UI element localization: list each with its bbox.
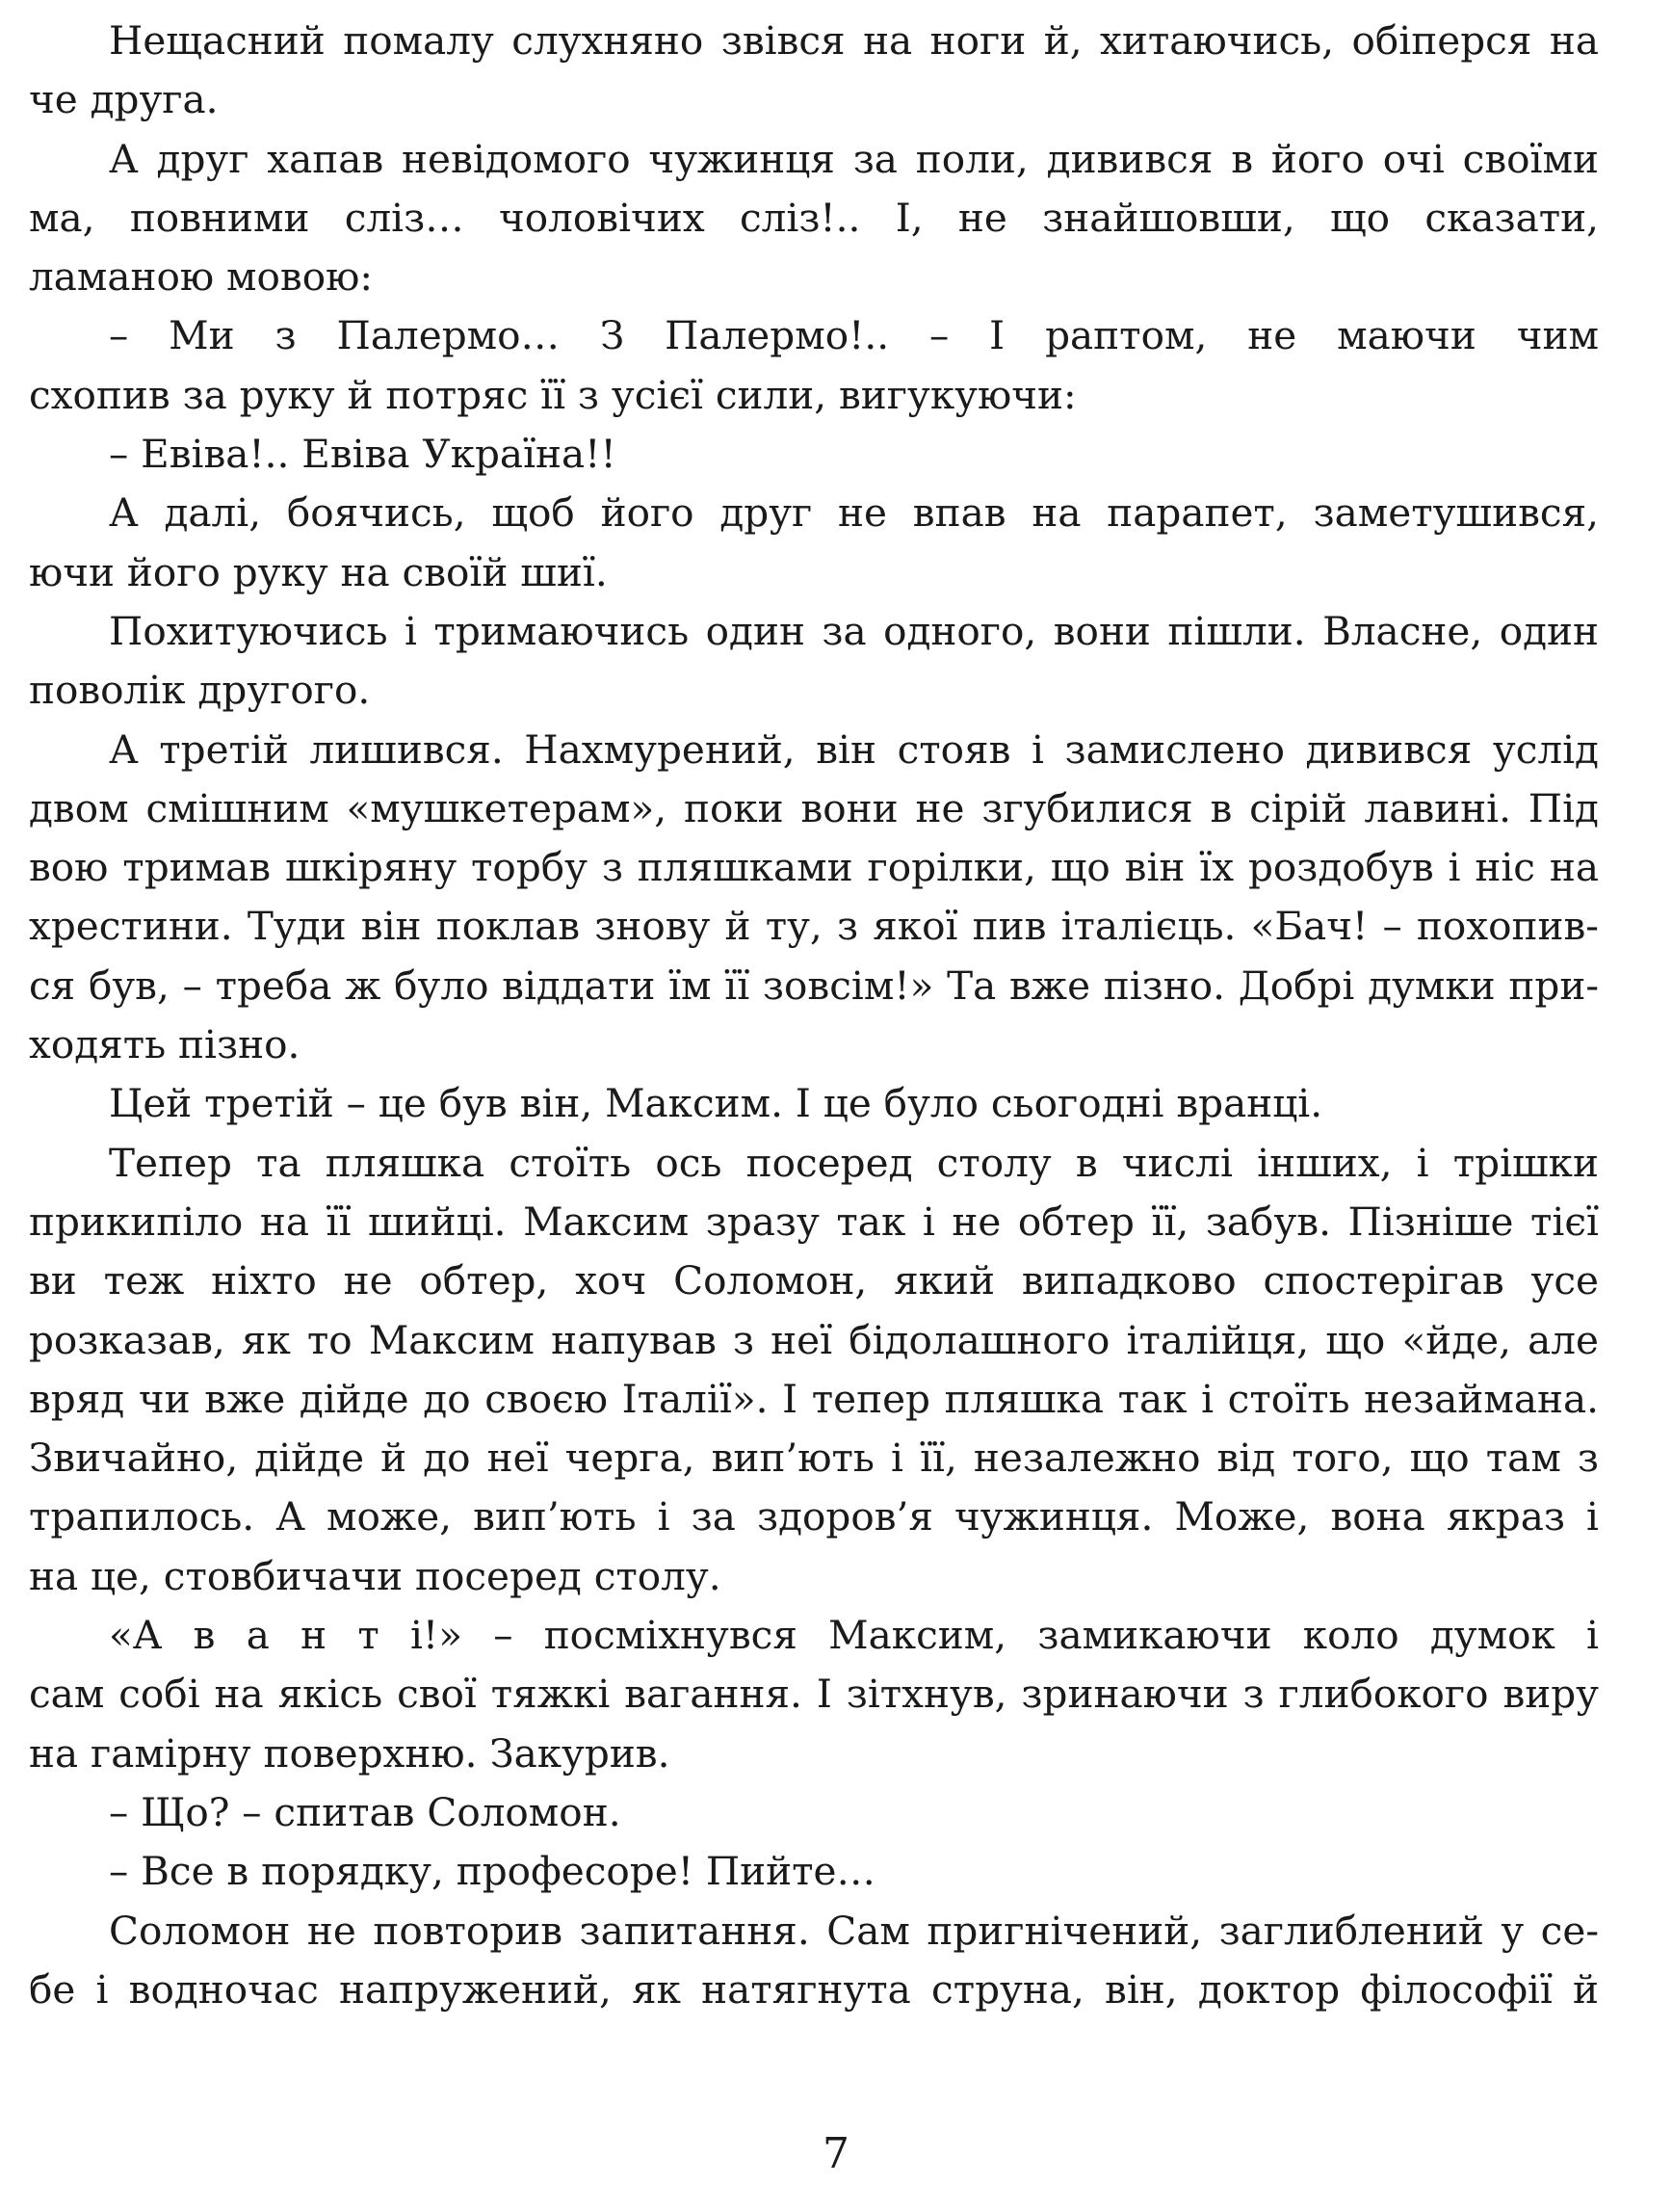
text-line: «А в а н т і!» – посміхнувся Максим, замикаючи коло думок і xyxy=(109,1612,1599,1659)
text-line: на це, стовбичачи посеред столу. xyxy=(29,1552,721,1599)
text-line: поволік другого. xyxy=(29,667,371,714)
text-line: Тепер та пляшка стоїть ось посеред столу в числі інших, і трішки xyxy=(109,1139,1599,1186)
text-line: ви теж ніхто не обтер, хоч Соломон, який випадково спостерігав усе xyxy=(29,1257,1599,1304)
text-line: – Все в порядку, професоре! Пийте… xyxy=(109,1848,876,1895)
text-line: вряд чи вже дійде до своєю Італії». І тепер пляшка так і стоїть незаймана. xyxy=(29,1375,1599,1422)
text-line: бе і водночас напружений, як натягнута струна, він, доктор філософії й xyxy=(29,1965,1599,2013)
text-line: трапилось. А може, вип’ють і за здоров’я чужинця. Може, вона якраз і xyxy=(29,1493,1599,1540)
text-line: прикипіло на її шийці. Максим зразу так і не обтер її, забув. Пізніше тієї xyxy=(29,1198,1599,1245)
text-line: Цей третій – це був він, Максим. І це було сьогодні вранці. xyxy=(109,1080,1323,1127)
text-line: че друга. xyxy=(29,76,219,123)
page-number: 7 xyxy=(823,2129,849,2178)
text-line: Соломон не повторив запитання. Сам пригнічений, заглиблений у се- xyxy=(109,1907,1599,1954)
text-line: – Ми з Палермо… З Палермо!.. – І раптом, не маючи чим xyxy=(109,312,1599,359)
text-line: Звичайно, дійде й до неї черга, вип’ють і її, незалежно від того, що там з xyxy=(29,1435,1599,1482)
text-line: ся був, – треба ж було віддати їм її зовсім!» Та вже пізно. Добрі думки при- xyxy=(29,961,1599,1009)
text-line: ходять пізно. xyxy=(29,1021,300,1068)
text-line: – Що? – спитав Соломон. xyxy=(109,1788,621,1835)
body-text xyxy=(29,12,1599,2019)
text-line: А третій лишився. Нахмурений, він стояв і замислено дивився услід xyxy=(109,725,1599,773)
text-line: ма, повними сліз… чоловічих сліз!.. І, не знайшовши, що сказати, xyxy=(29,194,1599,241)
text-line: схопив за руку й потряс її з усієї сили, вигукуючи: xyxy=(29,371,1077,418)
text-line: на гамірну поверхню. Закурив. xyxy=(29,1729,670,1777)
text-line: А далі, боячись, щоб його друг не впав на парапет, заметушився, xyxy=(109,489,1599,537)
text-line: А друг хапав невідомого чужинця за поли, дивився в його очі своїми xyxy=(109,135,1599,182)
text-line: розказав, як то Максим напував з неї бідолашного італійця, що «йде, але xyxy=(29,1316,1599,1363)
text-line: – Евіва!.. Евіва Україна!! xyxy=(109,431,616,478)
text-line: Похитуючись і тримаючись один за одного, вони пішли. Власне, один xyxy=(109,607,1599,654)
text-line: сам собі на якісь свої тяжкі вагання. І зітхнув, зринаючи з глибокого виру xyxy=(29,1671,1599,1718)
text-line: ламаною мовою: xyxy=(29,253,374,301)
text-line: хрестини. Туди він поклав знову й ту, з якої пив італієць. «Бач! – похопив- xyxy=(29,903,1599,950)
text-line: ючи його руку на своїй шиї. xyxy=(29,548,608,595)
text-line: Нещасний помалу слухняно звівся на ноги й, хитаючись, обіперся на xyxy=(109,17,1599,64)
text-line: вою тримав шкіряну торбу з пляшками горілки, що він їх роздобув і ніс на xyxy=(29,844,1599,891)
text-line: двом смішним «мушкетерам», поки вони не згубилися в сірій лавині. Під xyxy=(29,784,1599,831)
